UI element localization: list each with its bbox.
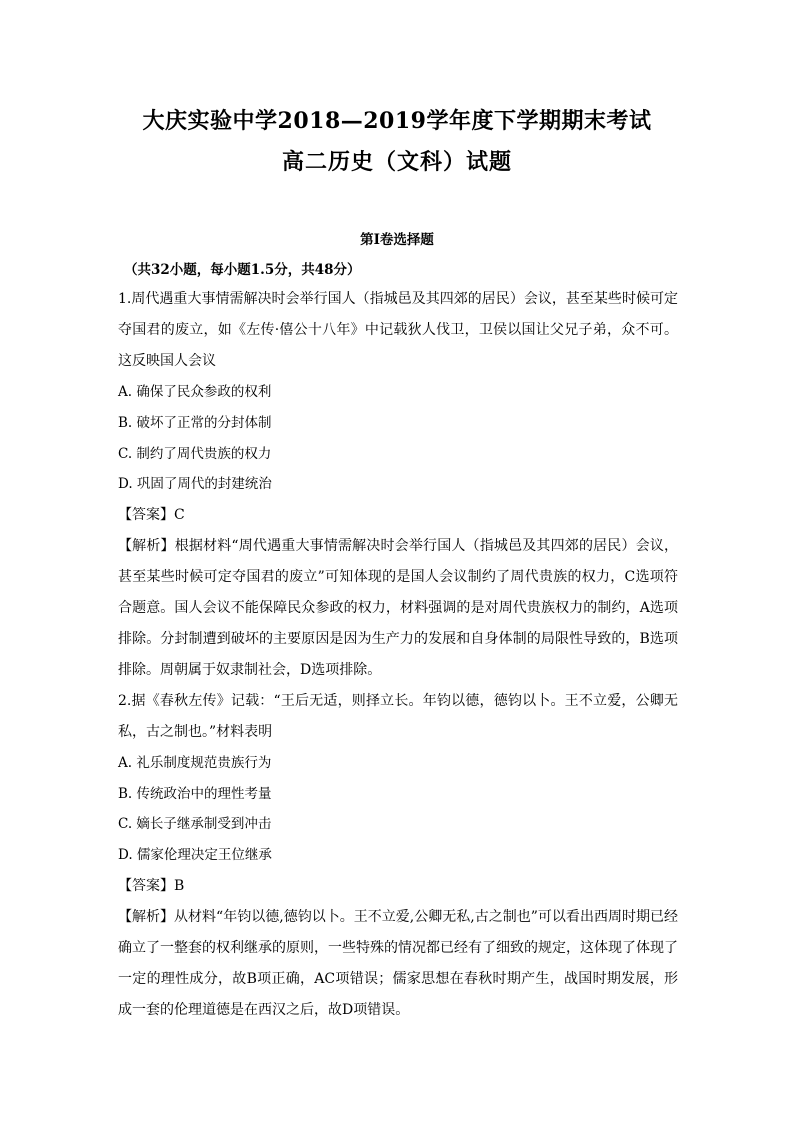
analysis-text: 根据材料“周代遇重大事情需解决时会举行国人（指城邑及其四郊的居民）会议，甚至某些时候可定夺国君的废立”可知体现的是国人会议制约了周代贵族的权力，C选项符合题意。国人会议不能保障民众参政的权力，材料强调的是对周代贵族权力的制约，A选项排除。分封制遭到破坏的主要原因是因为生产力的发展和自身体制的局限性导致的，B选项排除。周朝属于奴隶制社会，D选项排除。 [118,538,679,678]
question-1-stem: 1.周代遇重大事情需解决时会举行国人（指城邑及其四郊的居民）会议，甚至某些时候可定夺国君的废立，如《左传·僖公十八年》中记载狄人伐卫，卫侯以国让父兄子弟，众不可。这反映国人会议 [118,291,678,369]
answer-label: 【答案】 [118,507,174,524]
analysis-label: 【解析】 [118,909,175,926]
question-2-option-c: C. 嫡长子继承制受到冲击 [118,816,272,833]
questions-content [118,256,678,1026]
question-1-option-b: B. 破坏了正常的分封体制 [118,414,272,431]
question-1-answer [118,500,678,531]
question-1-option-a: A. 确保了民众参政的权利 [118,383,272,400]
question-2-option-b: B. 传统政治中的理性考量 [118,785,272,802]
section-title: 第Ⅰ卷选择题 [360,232,434,248]
question-2-option-a: A. 礼乐制度规范贵族行为 [118,754,272,771]
answer-label: 【答案】 [118,878,174,895]
analysis-text: 从材料“年钧以德,德钧以卜。王不立爱,公卿无私,古之制也”可以看出西周时期已经确立了一整套的权利继承的原则，一些特殊的情况都已经有了细致的规定，这体现了体现了一定的理性成分，故B项正确，AC项错误；儒家思想在春秋时期产生，战国时期发展，形成一套的伦理道德是在西汉之后，故D项错误。 [118,909,678,1018]
question-2-answer [118,871,678,902]
question-2-option-d: D. 儒家伦理决定王位继承 [118,847,272,864]
section-note: （共32小题，每小题1.5分，共48分） [124,262,361,278]
answer-value: B [174,878,185,895]
question-2-analysis [118,902,678,1026]
question-1-option-c: C. 制约了周代贵族的权力 [118,445,272,462]
question-1-analysis [118,531,678,686]
answer-value: C [174,507,185,524]
exam-subtitle: 高二历史（文科）试题 [281,149,512,175]
exam-title: 大庆实验中学2018—2019学年度下学期期末考试 [142,108,652,134]
question-1-option-d: D. 巩固了周代的封建统治 [118,476,272,493]
analysis-label: 【解析】 [118,538,175,555]
question-2-stem: 2.据《春秋左传》记载：“王后无适，则择立长。年钧以德，德钧以卜。王不立爱，公卿无私，古之制也。”材料表明 [118,692,678,740]
